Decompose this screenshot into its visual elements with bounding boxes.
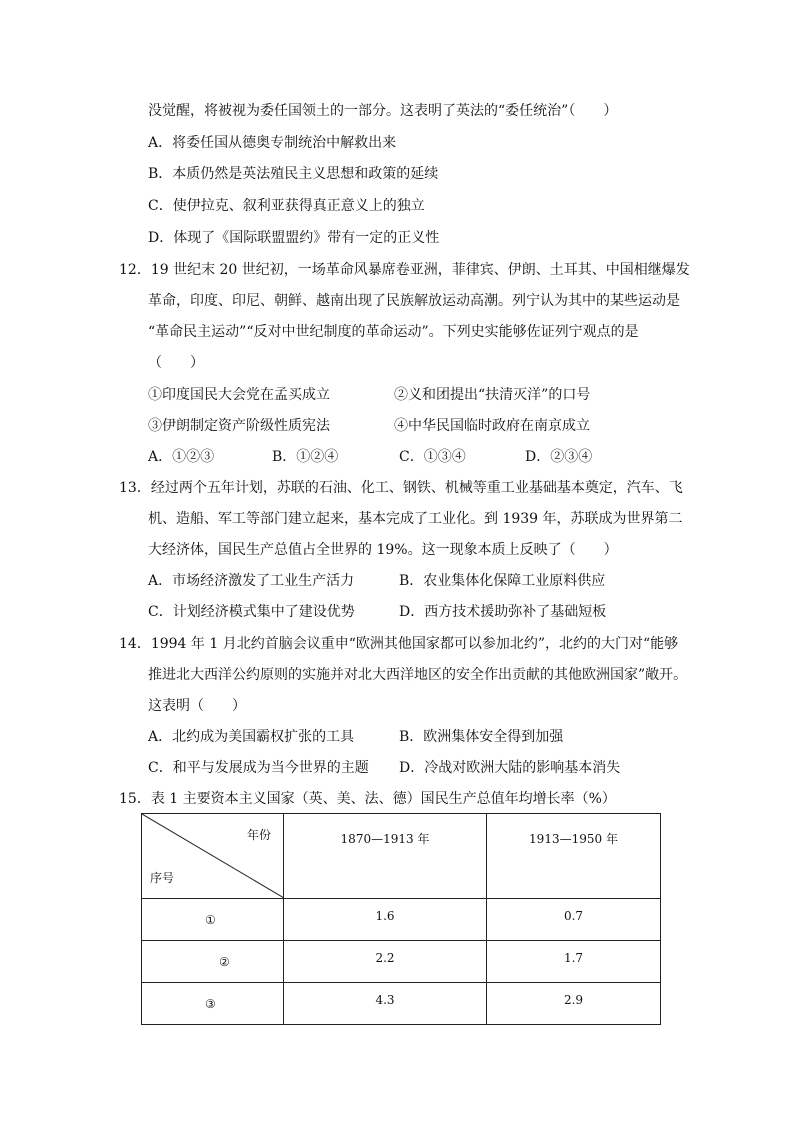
q14-option-d: D．冷战对欧洲大陆的影响基本消失 [399,760,621,776]
q12-stem-line: 12．19 世纪末 20 世纪初，一场革命风暴席卷亚洲，菲律宾、伊朗、土耳其、中国相继爆发 [119,262,690,278]
row-value-1870-1913: 4.3 [284,983,487,1025]
row-value-1913-1950: 2.9 [487,983,661,1025]
corner-year-label: 年份 [246,828,271,842]
q13-stem-line: 大经济体，国民生产总值占全世界的 19%。这一现象本质上反映了（ ） [148,542,618,558]
q12-stem-line: （ ） [148,355,204,371]
column-header-1913-1950: 1913—1950 年 [487,814,661,899]
q14-stem-line: 这表明（ ） [148,698,246,714]
q12-option-a: A．①②③ [148,449,215,465]
q14-option-c: C．和平与发展成为当今世界的主题 [148,760,369,776]
q15-title: 15．表 1 主要资本主义国家（英、美、法、德）国民生产总值年均增长率（%） [119,791,616,807]
table-row [142,983,661,1025]
q12-option-b: B．①②④ [272,449,339,465]
q14-option-a: A．北约成为美国霸权扩张的工具 [148,729,355,745]
row-number: ③ [142,983,284,1025]
q11-option-c: C．使伊拉克、叙利亚获得真正意义上的独立 [148,198,425,214]
q13-stem-line: 机、造船、军工等部门建立起来，基本完成了工业化。到 1939 年，苏联成为世界第二 [148,511,683,527]
row-value-1913-1950: 0.7 [487,899,661,941]
q12-stem-line: 革命，印度、印尼、朝鲜、越南出现了民族解放运动高潮。列宁认为其中的某些运动是 [148,293,680,309]
q12-option-c: C．①③④ [399,449,466,465]
q14-option-b: B．欧洲集体安全得到加强 [399,729,564,745]
q11-option-a: A．将委任国从德奥专制统治中解救出来 [148,135,397,151]
q14-stem-line: 推进北大西洋公约原则的实施并对北大西洋地区的安全作出贡献的其他欧洲国家”敞开。 [148,667,688,683]
q13-stem-line: 13．经过两个五年计划，苏联的石油、化工、钢铁、机械等重工业基础基本奠定，汽车、飞 [119,480,683,496]
q12-item-3: ③伊朗制定资产阶级性质宪法 [148,418,330,434]
row-value-1913-1950: 1.7 [487,941,661,983]
q13-option-a: A．市场经济激发了工业生产活力 [148,573,355,589]
table-header-row [142,814,661,899]
q13-option-b: B．农业集体化保障工业原料供应 [399,573,606,589]
table-corner-cell [142,814,284,899]
q13-option-c: C．计划经济模式集中了建设优势 [148,604,355,620]
q14-stem-line: 14．1994 年 1 月北约首脑会议重申“欧洲其他国家都可以参加北约”，北约的大门对“能够 [119,636,679,652]
row-value-1870-1913: 2.2 [284,941,487,983]
q11-option-b: B．本质仍然是英法殖民主义思想和政策的延续 [148,166,439,182]
q13-option-d: D．西方技术援助弥补了基础短板 [399,604,607,620]
growth-rate-table [141,813,661,1025]
row-number: ① [142,899,284,941]
column-header-1870-1913: 1870—1913 年 [284,814,487,899]
table-row [142,941,661,983]
q12-stem-line: “革命民主运动”“反对中世纪制度的革命运动”。下列史实能够佐证列宁观点的是 [148,324,639,340]
corner-number-label: 序号 [150,871,175,885]
row-value-1870-1913: 1.6 [284,899,487,941]
table-row [142,899,661,941]
q12-option-d: D．②③④ [525,449,593,465]
row-number: ② [142,941,284,983]
q11-continuation: 没觉醒，将被视为委任国领土的一部分。这表明了英法的“委任统治”（ ） [148,103,618,119]
q12-item-1: ①印度国民大会党在孟买成立 [148,387,330,403]
q12-item-4: ④中华民国临时政府在南京成立 [394,418,590,434]
q11-option-d: D．体现了《国际联盟盟约》带有一定的正义性 [148,230,440,246]
q12-item-2: ②义和团提出“扶清灭洋”的口号 [394,387,591,403]
